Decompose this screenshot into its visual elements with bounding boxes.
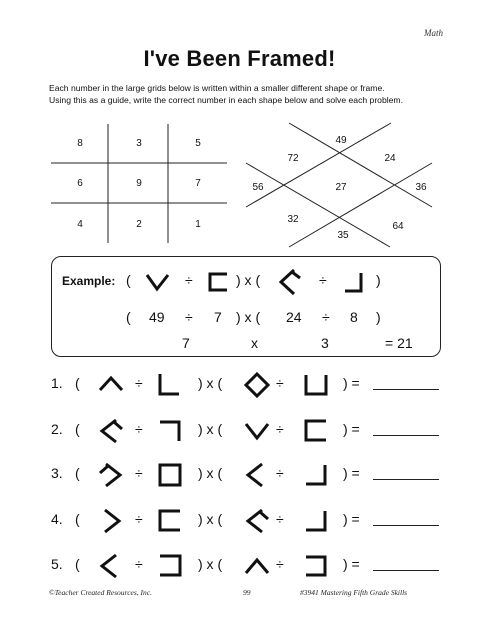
- bracket-open-right-shape: [208, 272, 228, 292]
- grid-cell: 3: [136, 138, 142, 149]
- close-paren: ): [376, 309, 381, 325]
- answer-blank[interactable]: [373, 479, 439, 480]
- divide-sign: ÷: [276, 511, 284, 527]
- problem-number: 2.: [51, 421, 63, 437]
- equals-sign: ) =: [343, 556, 360, 572]
- divide-sign: ÷: [135, 556, 143, 572]
- times-sign: ) x (: [236, 272, 261, 288]
- grid-cell: 6: [77, 178, 83, 189]
- example-quotient: 3: [321, 335, 329, 351]
- divide-sign: ÷: [276, 375, 284, 391]
- x-right-shape: [98, 462, 124, 488]
- x-grid-number: 56: [252, 182, 264, 193]
- answer-blank[interactable]: [373, 570, 439, 571]
- divide-sign: ÷: [319, 272, 327, 288]
- example-result: = 21: [385, 335, 413, 351]
- footer-page-number: 99: [243, 588, 251, 597]
- open-paren: (: [126, 272, 131, 288]
- x-grid-number: 27: [335, 182, 347, 193]
- grid-center-shape: [157, 462, 183, 488]
- x-left-wedge-shape: [98, 553, 124, 579]
- problem-number: 3.: [51, 465, 63, 481]
- grid-top-right-shape: [303, 462, 329, 488]
- times-sign: ) x (: [198, 421, 223, 437]
- v-wedge-shape: [146, 272, 170, 292]
- example-quotient: 7: [182, 335, 190, 351]
- close-paren: ): [376, 272, 381, 288]
- divide-sign: ÷: [322, 309, 330, 325]
- problem-number: 4.: [51, 511, 63, 527]
- example-label: Example:: [62, 274, 116, 288]
- divide-sign: ÷: [276, 556, 284, 572]
- open-paren: (: [75, 511, 80, 527]
- x-grid-number: 36: [415, 182, 427, 193]
- divide-sign: ÷: [135, 465, 143, 481]
- page-title: I've Been Framed!: [143, 46, 336, 71]
- divide-sign: ÷: [276, 465, 284, 481]
- grid-middle-left-shape: [157, 508, 183, 534]
- answer-blank[interactable]: [373, 389, 439, 390]
- times-sign: ) x (: [198, 511, 223, 527]
- divide-sign: ÷: [135, 375, 143, 391]
- x-left-wedge-shape: [244, 462, 270, 488]
- open-paren: (: [75, 556, 80, 572]
- divide-sign: ÷: [135, 511, 143, 527]
- x-right-wedge-shape: [98, 508, 124, 534]
- instruction-line-1: Each number in the large grids below is written within a smaller different shape or frame.: [49, 83, 385, 93]
- corner-bottom-right-shape: [343, 271, 363, 293]
- x-grid-number: 72: [287, 153, 299, 164]
- divide-sign: ÷: [185, 272, 193, 288]
- x-grid-number: 24: [384, 153, 396, 164]
- x-grid-number: 35: [337, 230, 349, 241]
- equals-sign: ) =: [343, 511, 360, 527]
- times-sign: x: [251, 335, 258, 351]
- grid-cell: 8: [77, 138, 83, 149]
- x-grid-number: 49: [335, 135, 347, 146]
- example-value: 49: [149, 309, 165, 325]
- example-value: 7: [214, 309, 222, 325]
- x-top-shape: [244, 418, 270, 444]
- grid-top-left-shape: [157, 418, 183, 444]
- grid-cell: 7: [195, 178, 201, 189]
- times-sign: ) x (: [198, 556, 223, 572]
- answer-blank[interactable]: [373, 435, 439, 436]
- times-sign: ) x (: [198, 465, 223, 481]
- grid-top-right-shape: [303, 508, 329, 534]
- open-paren: (: [75, 465, 80, 481]
- instruction-line-2: Using this as a guide, write the correct number in each shape below and solve each problem.: [49, 95, 403, 105]
- open-paren: (: [75, 421, 80, 437]
- grid-top-middle-shape: [98, 372, 124, 398]
- grid-bottom-middle-shape: [303, 372, 329, 398]
- equals-sign: ) =: [343, 375, 360, 391]
- grid-cell: 5: [195, 138, 201, 149]
- open-paren: (: [126, 309, 131, 325]
- problem-number: 1.: [51, 375, 63, 391]
- times-sign: ) x (: [198, 375, 223, 391]
- divide-sign: ÷: [135, 421, 143, 437]
- example-value: 8: [350, 309, 358, 325]
- grid-cell: 1: [195, 219, 201, 230]
- divide-sign: ÷: [185, 309, 193, 325]
- equals-sign: ) =: [343, 465, 360, 481]
- times-sign: ) x (: [236, 309, 261, 325]
- grid-middle-left-shape: [303, 418, 329, 444]
- x-left-shape: [98, 418, 124, 444]
- left-wedge-shape: [278, 268, 306, 296]
- divide-sign: ÷: [276, 421, 284, 437]
- grid-bottom-left-shape: [157, 372, 183, 398]
- grid-bottom-right-shape: [303, 553, 329, 579]
- x-grid-number: 64: [392, 221, 404, 232]
- x-center-shape: [244, 372, 270, 398]
- x-left-shape: [244, 508, 270, 534]
- answer-blank[interactable]: [373, 525, 439, 526]
- grid-cell: 9: [136, 178, 142, 189]
- example-value: 24: [286, 309, 302, 325]
- problem-number: 5.: [51, 556, 63, 572]
- x-bottom-shape: [244, 553, 270, 579]
- x-grid-number: 32: [287, 214, 299, 225]
- grid-middle-right-shape: [157, 553, 183, 579]
- open-paren: (: [75, 375, 80, 391]
- equals-sign: ) =: [343, 421, 360, 437]
- grid-cell: 2: [136, 219, 142, 230]
- footer-book-title: #3941 Mastering Fifth Grade Skills: [300, 588, 408, 597]
- grid-cell: 4: [77, 219, 83, 230]
- subject-label: Math: [424, 28, 443, 38]
- footer-copyright: ©Teacher Created Resources, Inc.: [49, 588, 152, 597]
